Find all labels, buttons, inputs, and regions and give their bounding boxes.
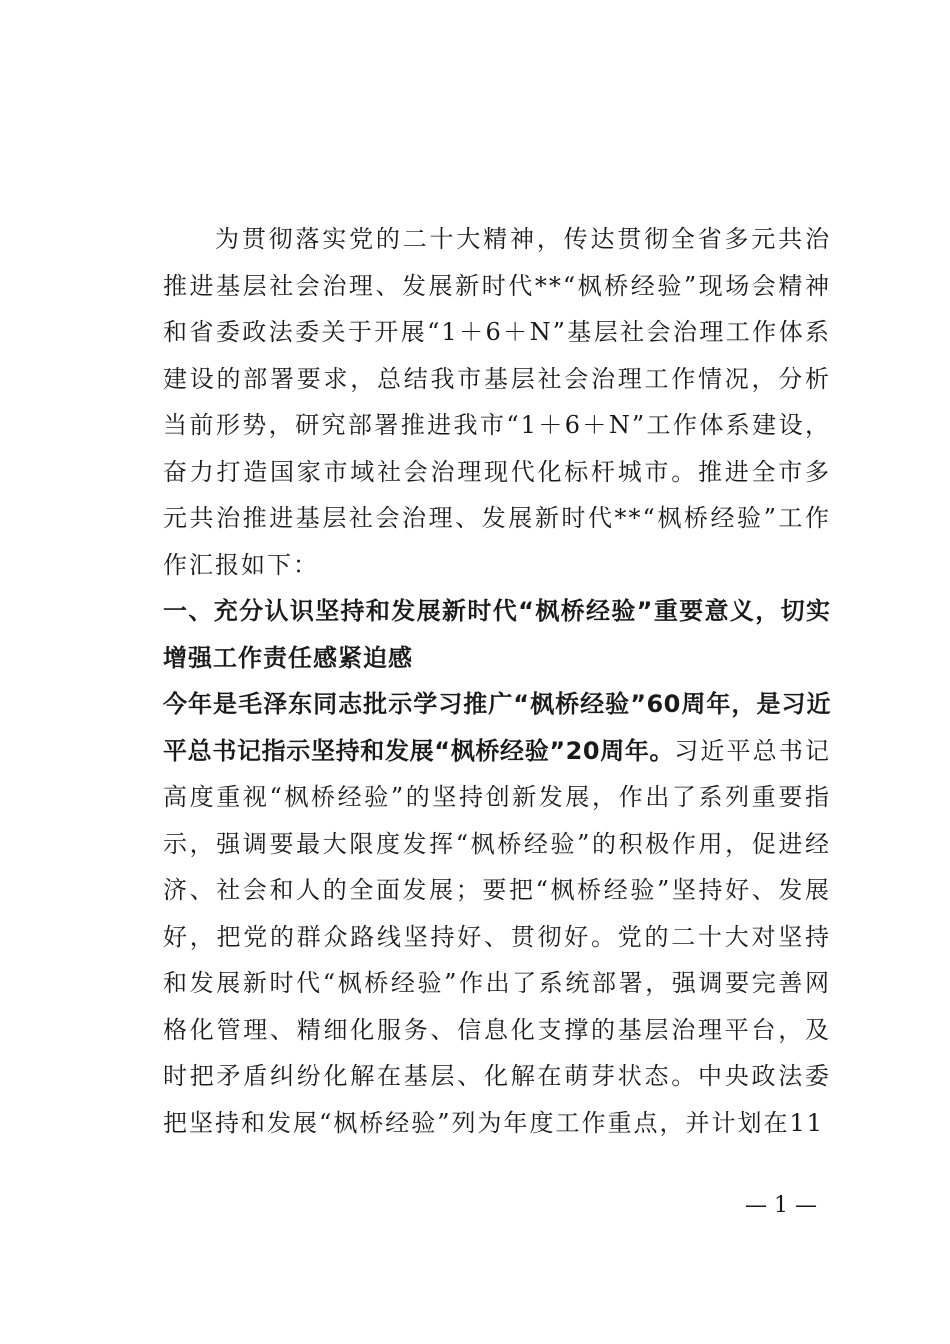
page-footer [0, 1191, 950, 1221]
section-1-heading: 一、充分认识坚持和发展新时代“枫桥经验”重要意义，切实增强工作责任感紧迫感 [163, 597, 831, 672]
section-1-body: 习近平总书记高度重视“枫桥经验”的坚持创新发展，作出了系列重要指示，强调要最大限度发挥“枫桥经验”的积极作用，促进经济、社会和人的全面发展；要把“枫桥经验”坚持好、发展好，把党的群众路线坚持好、贯彻好。党的二十大对坚持和发展新时代“枫桥经验”作出了系统部署，强调要完善网格化管理、精细化服务、信息化支撑的基层治理平台，及时把矛盾纠纷化解在基层、化解在萌芽状态。中央政法委把坚持和发展“枫桥经验”列为年度工作重点，并计划在11 [163, 736, 831, 1137]
intro-paragraph: 为贯彻落实党的二十大精神，传达贯彻全省多元共治推进基层社会治理、发展新时代**“枫桥经验”现场会精神和省委政法委关于开展“1＋6＋N”基层社会治理工作体系建设的部署要求，总结我市基层社会治理工作情况，分析当前形势，研究部署推进我市“1＋6＋N”工作体系建设，奋力打造国家市域社会治理现代化标杆城市。推进全市多元共治推进基层社会治理、发展新时代**“枫桥经验”工作作汇报如下： [163, 225, 831, 579]
section-1-paragraph [163, 681, 831, 1146]
section-1-bold-lead: 今年是毛泽东同志批示学习推广“枫桥经验”60周年，是习近平总书记指示坚持和发展“枫桥经验”20周年。 [163, 690, 831, 765]
document-body [163, 216, 831, 1146]
page-number: — 1 — [745, 1193, 817, 1218]
